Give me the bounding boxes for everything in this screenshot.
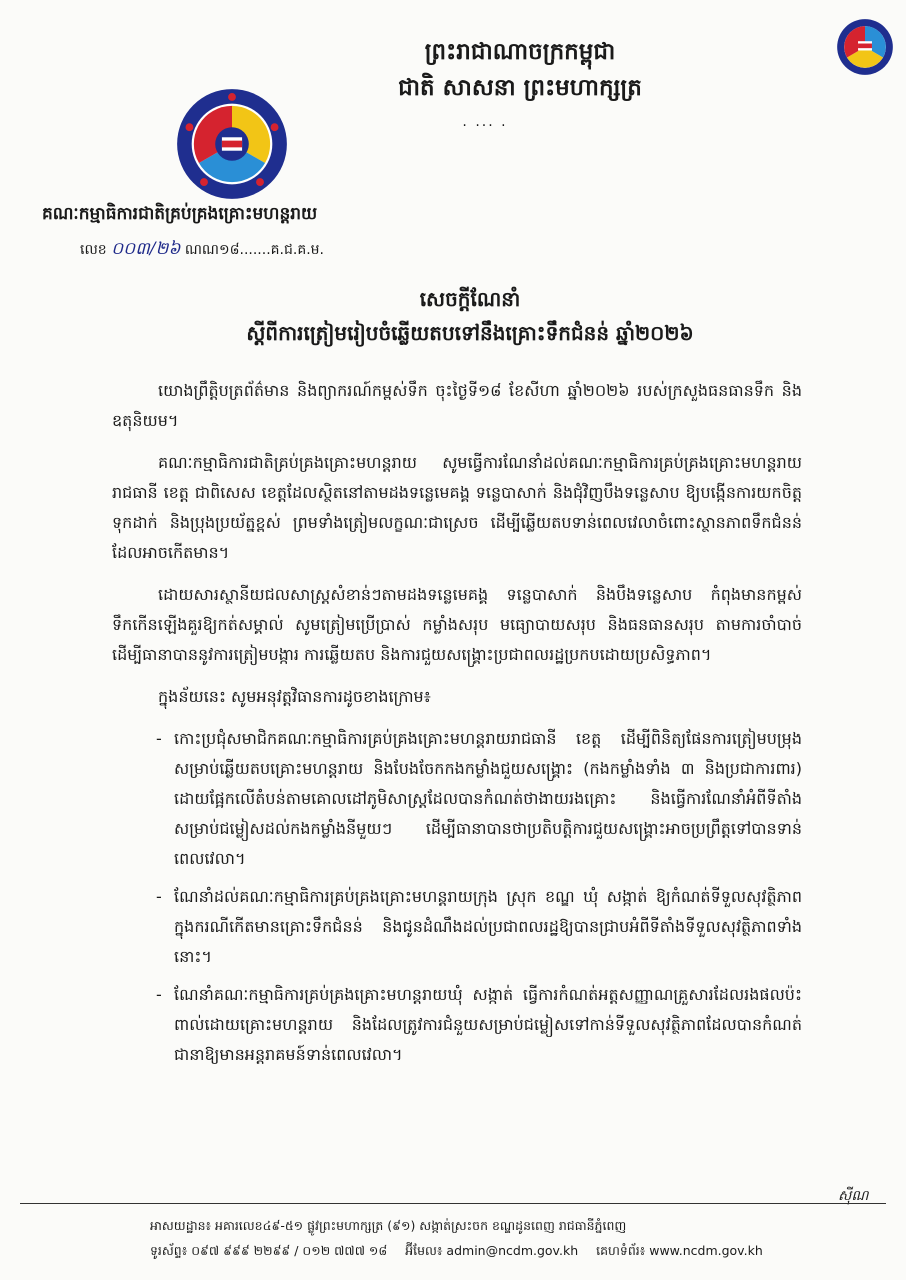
reference-handwritten-number: ០០៣/២៦ [111, 239, 181, 259]
footer-email: អ៊ីមែល៖ admin@ncdm.gov.kh [405, 1243, 579, 1258]
footer-phone: ទូរស័ព្ទ៖ ០៩៧ ៩៩៩ ២២៩៩ / ០១២ ៧៧៧ ១៨ [150, 1243, 388, 1258]
measures-list [112, 724, 802, 1070]
header-ornament: · ··· · [462, 118, 508, 134]
national-motto: ជាតិ សាសនា ព្រះមហាក្សត្រ [398, 74, 642, 101]
document-body [112, 376, 802, 1078]
kingdom-title: ព្រះរាជាណាចក្រកម្ពុជា [424, 38, 616, 65]
committee-name: គណៈកម្មាធិការជាតិគ្រប់គ្រងគ្រោះមហន្តរាយ [42, 204, 318, 224]
title-line-1: សេចក្តីណែនាំ [419, 287, 521, 311]
reference-prefix: លេខ [80, 242, 107, 258]
paragraph: ដោយសារស្ថានីយជលសាស្ត្រសំខាន់ៗតាមដងទន្លេមេគង្គ ទន្លេបាសាក់ និងបឹងទន្លេសាប កំពុងមានកម្ពស់ទឹកកើនឡើងគួរឱ្យកត់សម្គាល់ សូមត្រៀមប្រើប្រាស់ កម្លាំងសរុប មធ្យោបាយសរុប និងធនធានសរុប តាមការចាំបាច់ ដើម្បីធានាបាននូវការត្រៀមបង្ការ ការឆ្លើយតប និងការជួយសង្គ្រោះប្រជាពលរដ្ឋប្រកបដោយប្រសិទ្ធភាព។ [112, 585, 802, 664]
paragraph: យោងព្រឹត្តិបត្រព័ត៌មាន និងព្យាករណ៍កម្ពស់ទឹក ចុះថ្ងៃទី១៨ ខែសីហា ឆ្នាំ២០២៦ របស់ក្រសួងធនធានទឹក និងឧតុនិយម។ [112, 381, 802, 430]
handwritten-initials: ស៊ីណ [838, 1188, 869, 1204]
footer-address: អាសយដ្ឋាន៖ អគារលេខ៤៩-៥១ ផ្លូវព្រះមហាក្សត្រ (៩១) សង្កាត់ស្រះចក ខណ្ឌដូនពេញ រាជធានីភ្នំពេញ [150, 1218, 627, 1233]
footer-divider [20, 1203, 886, 1204]
list-item: - កោះប្រជុំសមាជិកគណៈកម្មាធិការគ្រប់គ្រងគ្រោះមហន្តរាយរាជធានី ខេត្ត ដើម្បីពិនិត្យផែនការត្រៀមបម្រុងសម្រាប់ឆ្លើយតបគ្រោះមហន្តរាយ និងបែងចែកកងកម្លាំងជួយសង្គ្រោះ (កងកម្លាំងទាំង ៣ និងប្រជាការពារ) ដោយផ្អែកលើតំបន់តាមគោលដៅភូមិសាស្ត្រដែលបានកំណត់ថាងាយរងគ្រោះ និងធ្វើការណែនាំអំពីទីតាំងសម្រាប់ជម្លៀសដល់កងកម្លាំងនីមួយៗ ដើម្បីធានាបានថាប្រតិបត្តិការជួយសង្គ្រោះអាចប្រព្រឹត្តទៅបានទាន់ពេលវេលា។ [174, 724, 802, 874]
measures-intro: ក្នុងន័យនេះ សូមអនុវត្តវិធានការដូចខាងក្រោម៖ [158, 687, 431, 706]
list-item: - ណែនាំគណៈកម្មាធិការគ្រប់គ្រងគ្រោះមហន្តរាយឃុំ សង្កាត់ ធ្វើការកំណត់អត្តសញ្ញាណគ្រួសារដែលរងផលប៉ះពាល់ដោយគ្រោះមហន្តរាយ និងដែលត្រូវការជំនួយសម្រាប់ជម្លៀសទៅកាន់ទីទួលសុវត្ថិភាពដែលបានកំណត់ជានាឱ្យមានអន្តរាគមន៍ទាន់ពេលវេលា។ [174, 980, 802, 1070]
footer-contacts [150, 1243, 890, 1262]
document-title [150, 282, 790, 350]
ncdm-seal-small-icon [836, 18, 894, 76]
ncdm-seal-icon [176, 88, 288, 200]
title-line-2: ស្តីពីការត្រៀមរៀបចំឆ្លើយតបទៅនឹងគ្រោះទឹកជំនន់ ឆ្នាំ២០២៦ [246, 321, 694, 345]
footer-website: គេហទំព័រ៖ www.ncdm.gov.kh [596, 1243, 763, 1258]
paragraph: គណៈកម្មាធិការជាតិគ្រប់គ្រងគ្រោះមហន្តរាយ សូមធ្វើការណែនាំដល់គណៈកម្មាធិការគ្រប់គ្រងគ្រោះមហន្តរាយរាជធានី ខេត្ត ជាពិសេស ខេត្តដែលស្ថិតនៅតាមដងទន្លេមេគង្គ ទន្លេបាសាក់ និងជុំវិញបឹងទន្លេសាប ឱ្យបង្កើនការយកចិត្តទុកដាក់ និងប្រុងប្រយ័ត្នខ្ពស់ ព្រមទាំងត្រៀមលក្ខណៈជាស្រេច ដើម្បីឆ្លើយតបទាន់ពេលវេលាចំពោះស្ថានភាពទឹកជំនន់ដែលអាចកើតមាន។ [112, 453, 802, 562]
list-item: - ណែនាំដល់គណៈកម្មាធិការគ្រប់គ្រងគ្រោះមហន្តរាយក្រុង ស្រុក ខណ្ឌ ឃុំ សង្កាត់ ឱ្យកំណត់ទីទួលសុវត្ថិភាព ក្នុងករណីកើតមានគ្រោះទឹកជំនន់ និងជូនដំណឹងដល់ប្រជាពលរដ្ឋឱ្យបានជ្រាបអំពីទីតាំងទីទួលសុវត្ថិភាពទាំងនោះ។ [174, 882, 802, 972]
reference-number [80, 238, 324, 263]
reference-suffix: ណណ១៨.......គ.ជ.គ.ម. [184, 242, 324, 258]
kingdom-header [330, 34, 710, 106]
